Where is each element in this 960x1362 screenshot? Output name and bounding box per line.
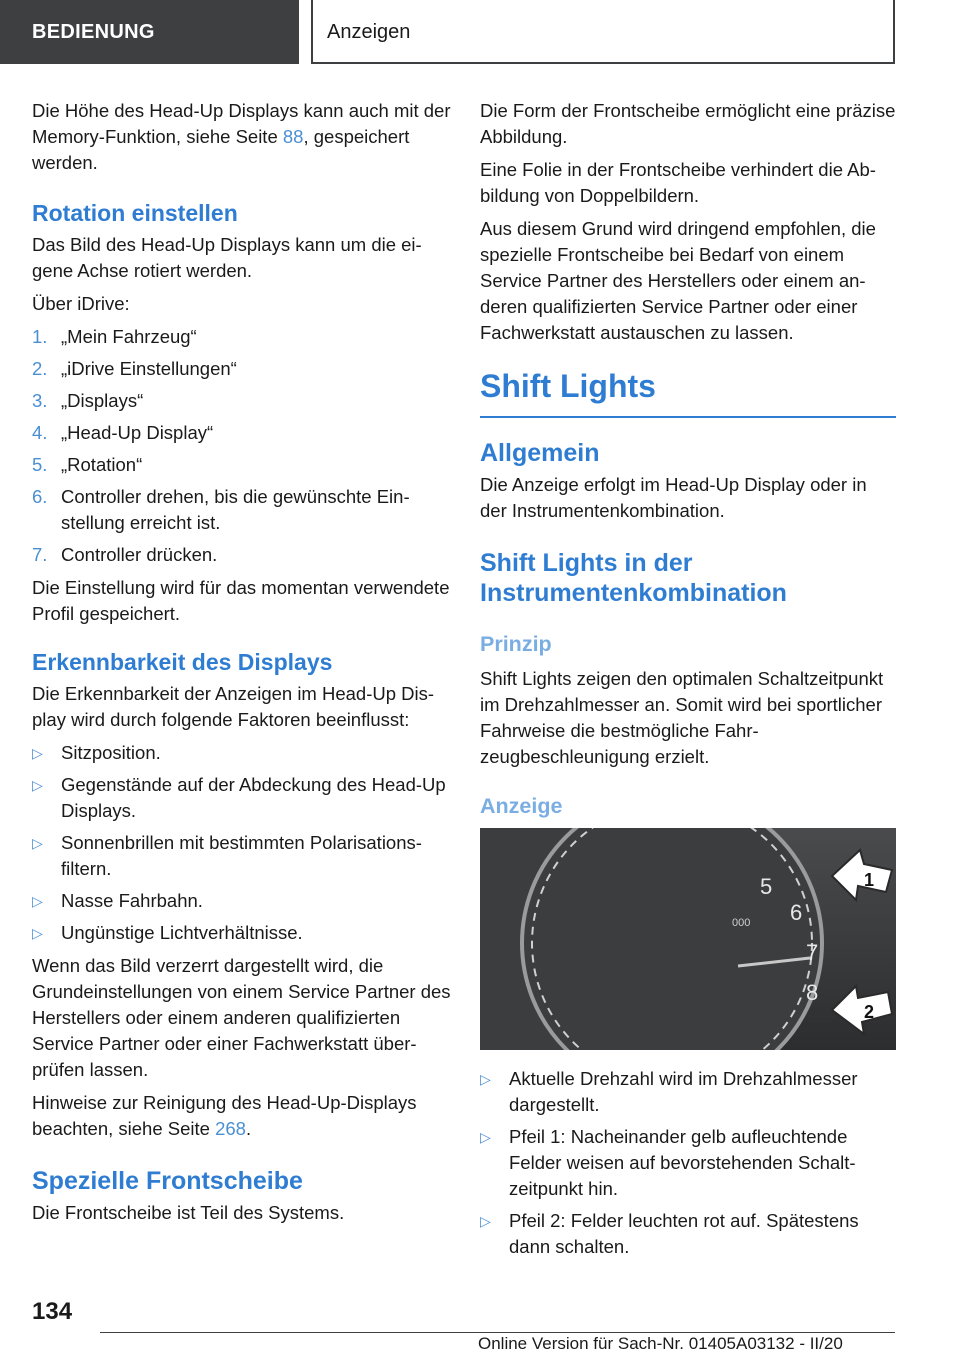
page-header-title: Anzeigen: [311, 0, 895, 64]
dial-number: 5: [760, 874, 773, 899]
triangle-bullet-icon: ▷: [32, 777, 43, 793]
paragraph-principle: Shift Lights zeigen den optimalen Schaltzeitpunkt im Drehzahlmesser an. Somit wird bei sportlicher Fahrweise die bestmögliche Fahrzeugbeschleunigung erzielt.: [480, 668, 884, 767]
paragraph-factors: Die Erkennbarkeit der Anzeigen im Head-Up Display wird durch folgende Faktoren beeinflusst:: [32, 683, 435, 730]
list-item: 5. „Rotation“: [32, 454, 143, 475]
svg-text:1: 1: [864, 870, 875, 890]
dial-number: 8: [806, 980, 819, 1005]
page-number: 134: [32, 1298, 73, 1325]
tachometer-panel-3: [522, 828, 896, 1050]
page-link-88[interactable]: 88: [282, 126, 304, 147]
footer-divider: [100, 1332, 895, 1333]
shift-lights-figure: [480, 828, 896, 1050]
heading-shift-lights: Shift Lights: [480, 366, 896, 418]
list-item: 7. Controller drücken.: [32, 544, 218, 565]
triangle-bullet-icon: ▷: [32, 745, 43, 761]
triangle-bullet-icon: ▷: [480, 1129, 491, 1145]
paragraph-profile: Die Einstellung wird für das momentan verwendete Profil gespeichert.: [32, 577, 450, 624]
dial-side-label: 000: [732, 917, 751, 929]
page-link-268[interactable]: 268: [215, 1118, 246, 1139]
heading-rotation: Rotation einstellen: [32, 200, 238, 226]
heading-prinzip: Prinzip: [480, 632, 552, 656]
list-item: ▷ Ungünstige Lichtverhältnisse.: [32, 920, 452, 946]
heading-allgemein: Allgemein: [480, 439, 600, 467]
triangle-bullet-icon: ▷: [32, 925, 43, 941]
footer-online-version: Online Version für Sach-Nr. 01405A03132 - II/20: [478, 1334, 843, 1353]
paragraph-shape: Die Form der Frontscheibe ermöglicht eine präzise Abbildung.: [480, 100, 896, 147]
list-item: 4. „Head-Up Display“: [32, 422, 214, 443]
heading-instrument-cluster: Shift Lights in der Instrumentenkombination: [480, 549, 787, 607]
svg-text:2: 2: [864, 1002, 875, 1022]
list-item: ▷ Sitzposition.: [32, 740, 452, 766]
paragraph-film: Eine Folie in der Frontscheibe verhindert die Abbildung von Doppelbildern.: [480, 159, 876, 206]
dial-number: 7: [806, 940, 819, 965]
paragraph-rotation: Das Bild des Head-Up Displays kann um die eigene Achse rotiert werden.: [32, 234, 422, 281]
paragraph-idrive: Über iDrive:: [32, 293, 130, 314]
triangle-bullet-icon: ▷: [32, 835, 43, 851]
triangle-bullet-icon: ▷: [480, 1213, 491, 1229]
triangle-bullet-icon: ▷: [32, 893, 43, 909]
triangle-bullet-icon: ▷: [480, 1071, 491, 1087]
paragraph-cleaning: Hinweise zur Reinigung des Head-Up-Displays beachten, siehe Seite 268.: [32, 1092, 417, 1139]
list-item: 1. „Mein Fahrzeug“: [32, 326, 197, 347]
heading-anzeige: Anzeige: [480, 794, 563, 818]
heading-frontscheibe: Spezielle Frontscheibe: [32, 1167, 303, 1195]
list-item: ▷ Nasse Fahrbahn.: [32, 888, 452, 914]
right-column: [480, 98, 896, 1267]
list-item: ▷ Gegenstände auf der Abdeckung des Head-Up Displays.: [32, 774, 446, 821]
list-item: ▷ Pfeil 2: Felder leuchten rot auf. Spätestens dann schalten.: [480, 1210, 859, 1257]
list-item: 2. „iDrive Einstellungen“: [32, 358, 237, 379]
factor-list: [32, 740, 452, 946]
paragraph-distortion: Wenn das Bild verzerrt dargestellt wird, die Grundeinstellungen von einem Service Partner des Herstellers oder einem anderen qualifizierten Service Partner oder einer Fachwerkstatt überprüfen lassen.: [32, 955, 451, 1080]
list-item: ▷ Aktuelle Drehzahl wird im Drehzahlmesser dargestellt.: [480, 1068, 858, 1115]
rotation-steps: [32, 324, 452, 568]
heading-erkennbarkeit: Erkennbarkeit des Displays: [32, 649, 333, 675]
list-item: ▷ Sonnenbrillen mit bestimmten Polarisationsfiltern.: [32, 832, 422, 879]
left-column: [32, 98, 452, 1233]
shift-lights-list: [480, 1066, 896, 1260]
paragraph-recommendation: Aus diesem Grund wird dringend empfohlen, die spezielle Frontscheibe bei Bedarf von einem Service Partner des Herstellers oder einem anderen qualifizierten Service Partner oder einer Fachwerkstatt austauschen zu lassen.: [480, 218, 876, 343]
paragraph-memory: Die Höhe des Head-Up Displays kann auch mit der Memory-Funktion, siehe Seite 88, gespeichert werden.: [32, 100, 451, 173]
paragraph-general: Die Anzeige erfolgt im Head-Up Display oder in der Instrumentenkombination.: [480, 474, 867, 521]
list-item: 3. „Displays“: [32, 390, 144, 411]
chapter-tab: BEDIENUNG: [0, 0, 299, 64]
list-item: ▷ Pfeil 1: Nacheinander gelb aufleuchtende Felder weisen auf bevorstehenden Schaltzeitpunkt hin.: [480, 1126, 856, 1199]
paragraph-windshield: Die Frontscheibe ist Teil des Systems.: [32, 1202, 345, 1223]
dial-number: 6: [790, 900, 803, 925]
list-item: 6. Controller drehen, bis die gewünschte Einstellung erreicht ist.: [32, 486, 410, 533]
